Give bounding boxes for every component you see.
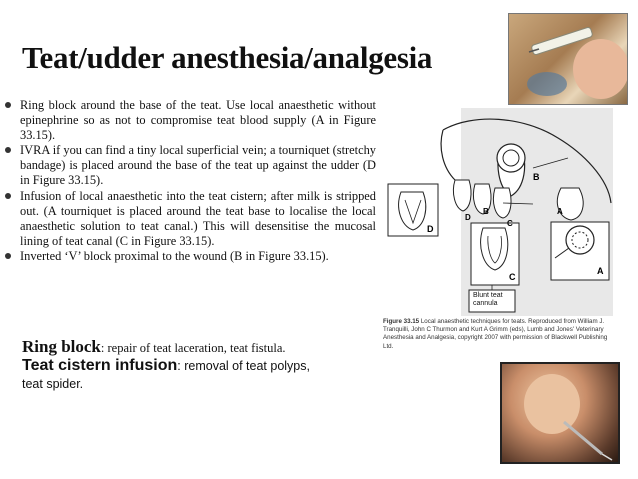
syringe-photo-icon: [509, 14, 627, 104]
label-b-teat: B: [483, 207, 489, 216]
ring-block-note: [22, 338, 322, 357]
cistern-infusion-label: Teat cistern infusion: [22, 357, 178, 374]
label-a-teat: A: [557, 207, 563, 216]
bullet-list: [4, 98, 376, 264]
caption-label: Figure 33.15: [383, 318, 420, 325]
bullet-text: Inverted ‘V’ block proximal to the wound (B in Figure 33.15).: [20, 248, 329, 263]
ring-block-label: Ring block: [22, 337, 101, 356]
teat-block-figure: [383, 108, 613, 316]
caption-text: Local anaesthetic techniques for teats. Reproduced from William J. Tranquilli, John C Thurmon and Kurt A Grimm (eds), Lumb and Jones' Veterinary Anesthesia and Analgesia, copyright 2007 with permission of Blackwell Publishing Ltd.: [383, 318, 608, 350]
teat-closeup-icon: [502, 364, 618, 462]
label-d-teat: D: [465, 213, 471, 222]
bullet-text: Infusion of local anaesthetic into the teat cistern; after milk is stripped out. (A tourniquet is placed around the teat base to localise the local anaesthetic solution to teat canal.) This will desensitise the mucosal lining of teat canal (C in Figure 33.15).: [20, 188, 376, 248]
slide-title: Teat/udder anesthesia/analgesia: [22, 40, 433, 75]
bullet-icon: [5, 193, 11, 199]
label-d-panel: D: [427, 224, 434, 234]
cistern-infusion-text: : removal of teat polyps, teat spider.: [22, 359, 310, 391]
label-c-teat: C: [507, 219, 513, 228]
bullet-text: Ring block around the base of the teat. Use local anaesthetic without epinephrine so as not to compromise teat blood supply (A in Figure 33.15).: [20, 98, 376, 143]
cannula-label: Blunt teat cannula: [473, 292, 503, 307]
cistern-infusion-note: [22, 357, 322, 393]
bullet-item: [4, 98, 376, 143]
indications-notes: [22, 338, 322, 393]
teat-photo: [500, 362, 620, 464]
figure-caption: [383, 318, 615, 351]
bullet-icon: [5, 147, 11, 153]
label-c-panel: C: [509, 272, 516, 282]
bullet-icon: [5, 253, 11, 259]
bullet-item: [4, 249, 376, 264]
teat-diagram: [383, 108, 613, 316]
label-a-panel: A: [597, 266, 604, 276]
bullet-item: [4, 189, 376, 249]
label-b-top: B: [533, 172, 540, 182]
bullet-icon: [5, 102, 11, 108]
ring-block-text: : repair of teat laceration, teat fistula.: [100, 341, 286, 355]
bullet-item: [4, 143, 376, 188]
injection-photo: [508, 13, 628, 105]
bullet-text: IVRA if you can find a tiny local superficial vein; a tourniquet (stretchy bandage) is placed around the base of the teat up against the udder (D in Figure 33.15).: [20, 143, 376, 188]
